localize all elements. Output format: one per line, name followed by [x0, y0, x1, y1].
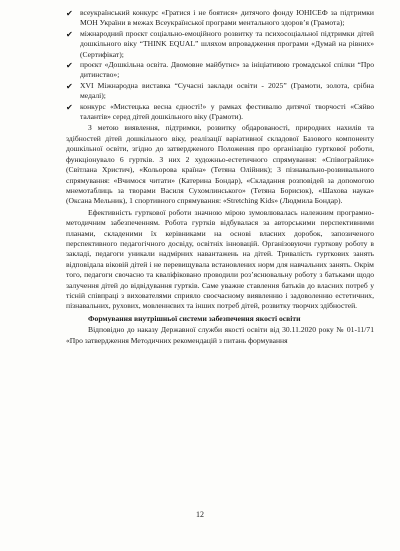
club-effectiveness-paragraph: Ефективність гурткової роботи значною мірою зумовлювалась належним програмно-методичним забезпеченням. Робота гуртків відбувалася за авторськими перспективними планами, складеними їх керівниками на основі власних доробок, запозиченого перспективного педагогічного досвіду, освітніх інновацій. Організовуючи гурткову роботу в закладі, педагоги уникали надмірних навантажень на дітей. Тривалість гурткових занять відповідала віковій дітей і не перевищувала встановлених норм для навчальних занять. Окрім того, педагоги свочасно та кваліфіковано проводили роз’яснювальну роботу з батьками щодо залучення дітей до відвідування гуртків. Саме уважне ставлення батьків до власних потреб у тісній співпраці з вихователями сприяло своєчасному виявленню і задоволенню естетичних, пізнавальних, рухових, мовленнєвих та інших потреб дітей, розвитку творчих здібностей. [66, 207, 374, 311]
list-item-text: міжнародний проєкт соціально-емоційного розвитку та психосоціальної підтримки дітей дошкільного віку “THINK EQUAL” шляхом впровадження програми «Думай на рівних» (Сертифікат); [80, 28, 374, 59]
check-mark-icon: ✔ [66, 80, 73, 91]
quality-system-paragraph: Відповідно до наказу Державної служби якості освіти від 30.11.2020 року № 01-11/71 «Про затвердження Методичних рекомендацій з питань формування [66, 325, 374, 345]
list-item-text: проєкт «Дошкільна освіта. Двомовне майбутнє» за ініціативою громадської спілки “Про дитинство»; [80, 60, 374, 80]
section-heading [66, 314, 374, 324]
list-item [66, 29, 374, 60]
section-heading-text: Формування внутрішньої системи забезпечення якості освіти [88, 313, 301, 323]
page-number: 12 [196, 510, 204, 519]
check-mark-icon: ✔ [66, 28, 73, 39]
list-item [66, 81, 374, 102]
list-item [66, 8, 374, 29]
clubs-paragraph: З метою виявлення, підтримки, розвитку обдарованості, природних нахилів та здібностей дітей дошкільного віку, реалізації варіативної складової Базового компоненту дошкільної освіти, згідно до затвердженого Положення про організацію гурткової роботи, функціонувало 6 гуртків. З них 2 художньо-естетичного спрямування: «Співограйлик» (Світлана Христич), «Кольорова країна» (Тетяна Олійник); 3 пізнавально-розвивального спрямування: «Вчимося читати» (Катерина Бондар), «Складання розповідей за допомогою мнемотаблиць за творами Василя Сухомлинського» (Тетяна Борисюк), «Шахова наука» (Оксана Мельник), 1 спортивного спрямування: «Stretching Kids» (Людмила Бондар). [66, 123, 374, 206]
list-item-text: конкурс «Мистецька весна єдності!» у рамках фестивалю дитячої творчості «Сяйво талантів» серед дітей дошкільного віку (Грамоти). [80, 101, 374, 122]
list-item-text: всеукраїнський конкурс «Гратися і не боятися» дитячого фонду ЮНІСЕФ за підтримки МОН України в межах Всеукраїнської програми ментального здоров’я (Грамота); [80, 8, 374, 28]
list-item-text: XVI Міжнародна виставка “Сучасні заклади освіти - 2025” (Грамоти, золота, срібна медалі); [80, 80, 374, 101]
check-mark-icon: ✔ [66, 60, 73, 71]
achievements-list [66, 8, 374, 122]
document-body [66, 8, 374, 346]
check-mark-icon: ✔ [66, 101, 73, 112]
list-item [66, 60, 374, 81]
list-item [66, 102, 374, 123]
check-mark-icon: ✔ [66, 8, 73, 18]
